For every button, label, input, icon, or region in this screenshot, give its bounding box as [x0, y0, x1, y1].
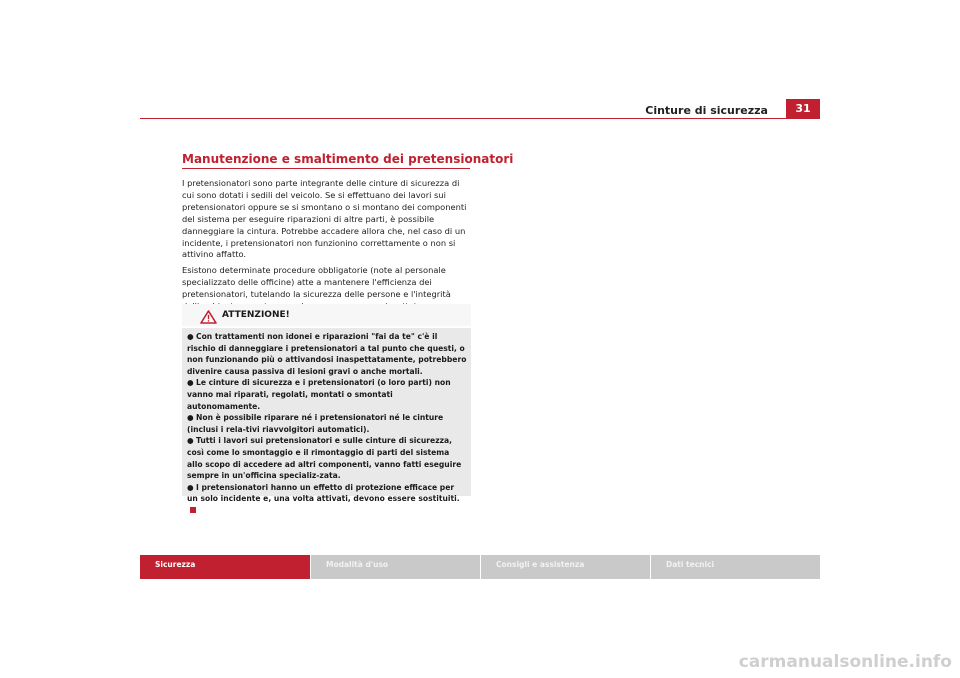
- bullet-icon: ●: [187, 436, 194, 446]
- body-paragraph: I pretensionatori sono parte integrante delle cinture di sicurezza di cui sono dotati i sedili del veicolo. Se si effettuano dei lavori sui pretensionatori oppure se si smontano o si montano dei componenti del sistema per eseguire riparazioni di altre parti, è possibile danneggiare la cintura. Potrebbe accadere allora che, nel caso di un incidente, i pretensionatori non funzionino correttamente o non si attivino affatto.: [182, 178, 467, 260]
- warning-item-text: Le cinture di sicurezza e i pretensionatori (o loro parti) non vanno mai riparati, regolati, montati o smontati autonomamente.: [187, 378, 451, 411]
- end-mark-icon: [190, 507, 196, 513]
- warning-item-text: Tutti i lavori sui pretensionatori e sulle cinture di sicurezza, così come lo smontaggio e il rimontaggio di parti del sistema allo scopo di accedere ad altri componenti, vanno fatti eseguire sempre in un'officina specializ-zata.: [187, 436, 462, 481]
- footer-tab-modalita-uso[interactable]: Modalità d'uso: [310, 555, 480, 579]
- warning-item: [187, 435, 467, 481]
- bullet-icon: ●: [187, 332, 194, 341]
- bullet-icon: ●: [187, 413, 194, 423]
- warning-title: ATTENZIONE!: [222, 310, 290, 320]
- warning-item: [187, 377, 467, 412]
- footer-tab-dati-tecnici[interactable]: Dati tecnici: [650, 555, 820, 579]
- header-divider: [140, 118, 820, 119]
- section-title-underline: [182, 168, 470, 169]
- footer-nav: [140, 555, 820, 579]
- warning-item: [187, 331, 467, 377]
- warning-item-text: Non è possibile riparare né i pretensionatori né le cinture (inclusi i rela-tivi riavvolgitori automatici).: [187, 413, 444, 434]
- warning-item: [187, 482, 467, 517]
- footer-tab-sicurezza[interactable]: Sicurezza: [140, 555, 310, 579]
- warning-body: [182, 328, 471, 517]
- page-number: 31: [786, 99, 820, 119]
- section-body: [182, 178, 472, 317]
- warning-header: [182, 304, 471, 328]
- warning-item: [187, 412, 467, 435]
- body-paragraph: Esistono determinate procedure obbligatorie (note al personale specializzato delle officine) atte a mantenere l'efficienza dei pretensionatori, tutelando la sicurezza delle persone e l'integrità: [182, 265, 451, 300]
- bullet-icon: ●: [187, 482, 194, 492]
- section-title: Manutenzione e smaltimento dei pretensionatori: [182, 152, 514, 166]
- running-header-title: Cinture di sicurezza: [645, 104, 768, 117]
- warning-item-text: I pretensionatori hanno un effetto di protezione efficace per un solo incidente e, una volta attivati, devono essere sostituiti.: [187, 482, 460, 504]
- warning-box: [182, 304, 471, 504]
- watermark: carmanualsonline.info: [738, 652, 952, 672]
- warning-item-text: Con trattamenti non idonei e riparazioni "fai da te" c'è il rischio di danneggiare i pretensionatori a tal punto che questi, o non funzionando più o attivandosi inaspettatamente, potrebbero divenire causa passiva di lesioni gravi o anche mortali.: [187, 332, 467, 376]
- warning-triangle-icon: [200, 309, 217, 328]
- footer-tab-consigli-assistenza[interactable]: Consigli e assistenza: [480, 555, 650, 579]
- bullet-icon: ●: [187, 378, 194, 388]
